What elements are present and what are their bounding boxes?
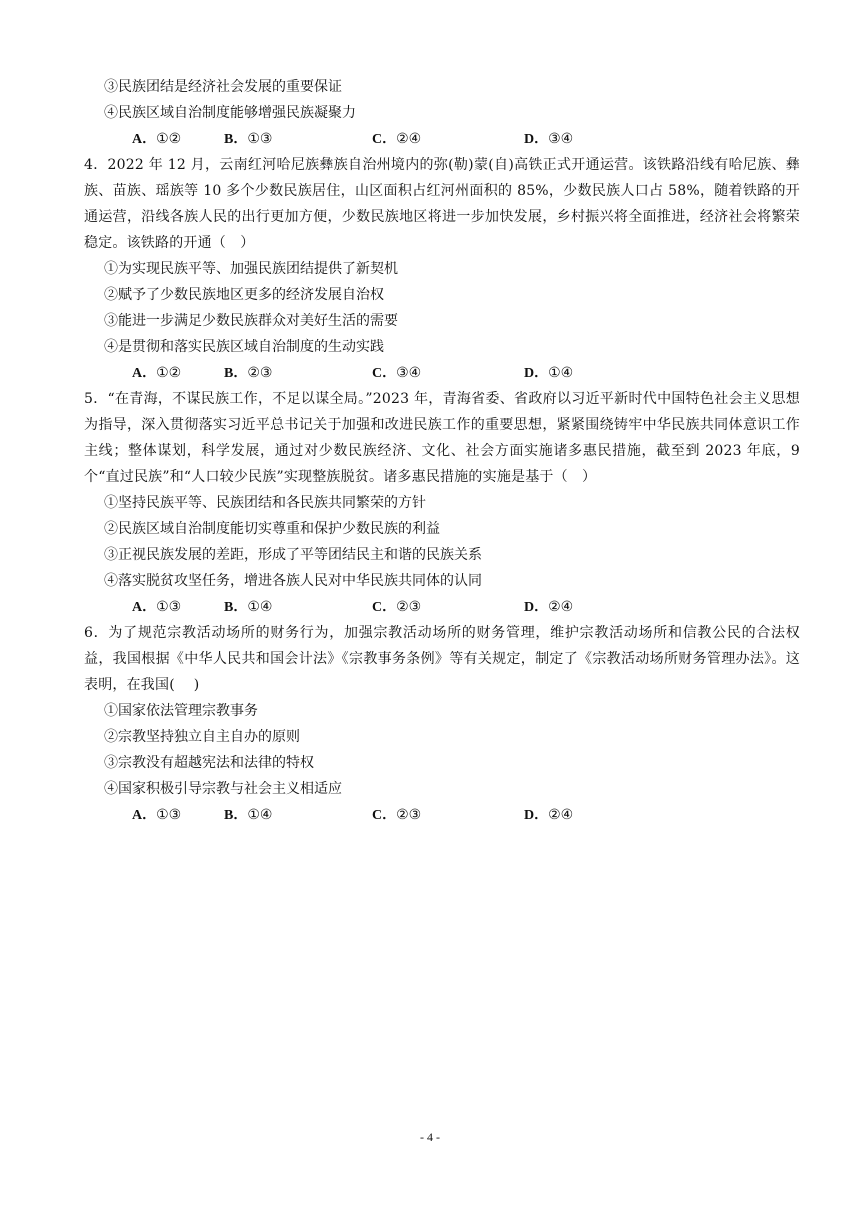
- choice-letter: B．: [224, 132, 248, 147]
- q5-option-4: ④落实脱贫攻坚任务，增进各族人民对中华民族共同体的认同: [104, 573, 482, 589]
- q3-choice-d: [524, 126, 573, 153]
- choice-text: ①③: [247, 131, 273, 147]
- page-content: [84, 74, 800, 828]
- page-number: - 4 -: [420, 1130, 440, 1144]
- choice-text: ①③: [156, 599, 182, 615]
- q5-choice-c: [372, 594, 421, 621]
- q6-choice-d: [524, 802, 573, 829]
- q6-choice-c: [372, 802, 421, 829]
- q5-option-2: ②民族区域自治制度能切实尊重和保护少数民族的利益: [104, 521, 440, 537]
- q4-option-3: ③能进一步满足少数民族群众对美好生活的需要: [104, 313, 398, 329]
- choice-letter: B．: [224, 808, 248, 823]
- q3-option-4: ④民族区域自治制度能够增强民族凝聚力: [104, 105, 356, 121]
- choice-text: ②③: [247, 365, 273, 381]
- q5-choice-a: [132, 594, 181, 621]
- choice-letter: D．: [524, 366, 549, 381]
- q4-choice-a: [132, 360, 181, 387]
- choice-letter: B．: [224, 600, 248, 615]
- choice-text: ③④: [396, 365, 422, 381]
- q4-choice-d: [524, 360, 573, 387]
- choice-text: ①②: [156, 131, 182, 147]
- q5-choice-b: [224, 594, 272, 621]
- q5-choice-d: [524, 594, 573, 621]
- q4-choice-c: [372, 360, 421, 387]
- choice-text: ②④: [396, 131, 422, 147]
- choice-letter: C．: [372, 366, 397, 381]
- choice-letter: A．: [132, 366, 157, 381]
- q4-choice-b: [224, 360, 272, 387]
- choice-text: ①④: [247, 807, 273, 823]
- q5-option-3: ③正视民族发展的差距，形成了平等团结民主和谐的民族关系: [104, 547, 482, 563]
- choice-letter: A．: [132, 600, 157, 615]
- q4-stem: 4．2022 年 12 月，云南红河哈尼族彝族自治州境内的弥(勒)蒙(自)高铁正式开通运营。该铁路沿线有哈尼族、彝族、苗族、瑶族等 10 多个少数民族居住，山区面积占红河州面积的 85%，少数民族人口占 58%，随着铁路的开通运营，沿线各族人民的出行更加方便，少数民族地区将进一步加快发展，乡村振兴将全面推进，经济社会将繁荣稳定。该铁路的开通（ ）: [84, 157, 800, 251]
- choice-text: ②④: [548, 807, 574, 823]
- choice-text: ②③: [396, 599, 422, 615]
- q3-choice-c: [372, 126, 421, 153]
- choice-letter: C．: [372, 808, 397, 823]
- q5-option-1: ①坚持民族平等、民族团结和各民族共同繁荣的方针: [104, 495, 426, 511]
- choice-text: ①④: [548, 365, 574, 381]
- q6-choices: [84, 802, 800, 828]
- q3-choice-a: [132, 126, 181, 153]
- q6-option-1: ①国家依法管理宗教事务: [104, 703, 258, 719]
- choice-letter: B．: [224, 366, 248, 381]
- q4-option-4: ④是贯彻和落实民族区域自治制度的生动实践: [104, 339, 384, 355]
- q5-choices: [84, 594, 800, 620]
- q5-stem: 5．“在青海，不谋民族工作，不足以谋全局。”2023 年，青海省委、省政府以习近平新时代中国特色社会主义思想为指导，深入贯彻落实习近平总书记关于加强和改进民族工作的重要思想，紧紧围绕铸牢中华民族共同体意识工作主线；整体谋划，科学发展，通过对少数民族经济、文化、社会方面实施诸多惠民措施，截至到 2023 年底，9 个“直过民族”和“人口较少民族”实现整族脱贫。诸多惠民措施的实施是基于（ ）: [84, 391, 800, 485]
- q4-option-1: ①为实现民族平等、加强民族团结提供了新契机: [104, 261, 398, 277]
- choice-text: ③④: [548, 131, 574, 147]
- choice-letter: A．: [132, 808, 157, 823]
- q6-option-2: ②宗教坚持独立自主自办的原则: [104, 729, 300, 745]
- q4-choices: [84, 360, 800, 386]
- choice-letter: D．: [524, 600, 549, 615]
- choice-letter: A．: [132, 132, 157, 147]
- q6-option-3: ③宗教没有超越宪法和法律的特权: [104, 755, 314, 771]
- choice-text: ①④: [247, 599, 273, 615]
- choice-letter: C．: [372, 132, 397, 147]
- q6-stem: 6．为了规范宗教活动场所的财务行为，加强宗教活动场所的财务管理，维护宗教活动场所和信教公民的合法权益，我国根据《中华人民共和国会计法》《宗教事务条例》等有关规定，制定了《宗教活动场所财务管理办法》。这表明，在我国( ): [84, 625, 800, 693]
- q3-choices: [84, 126, 800, 152]
- choice-letter: D．: [524, 808, 549, 823]
- q4-option-2: ②赋予了少数民族地区更多的经济发展自治权: [104, 287, 384, 303]
- q3-option-3: ③民族团结是经济社会发展的重要保证: [104, 79, 342, 95]
- choice-letter: C．: [372, 600, 397, 615]
- choice-letter: D．: [524, 132, 549, 147]
- choice-text: ②③: [396, 807, 422, 823]
- q6-option-4: ④国家积极引导宗教与社会主义相适应: [104, 781, 342, 797]
- q6-choice-a: [132, 802, 181, 829]
- choice-text: ①②: [156, 365, 182, 381]
- q6-choice-b: [224, 802, 272, 829]
- choice-text: ①③: [156, 807, 182, 823]
- q3-choice-b: [224, 126, 272, 153]
- choice-text: ②④: [548, 599, 574, 615]
